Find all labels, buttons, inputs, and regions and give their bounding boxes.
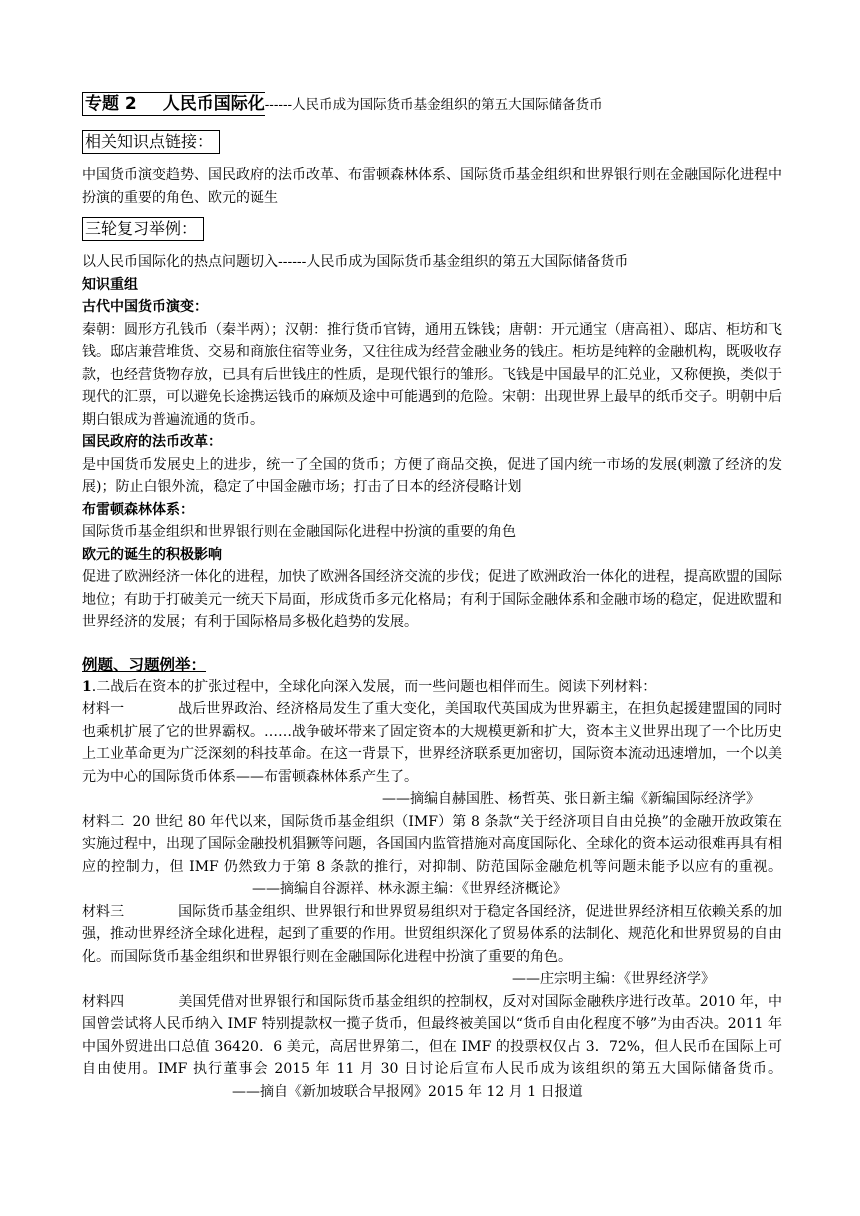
item-text: 促进了欧洲经济一体化的进程，加快了欧洲各国经济交流的步伐；促进了欧洲政治一体化的进程，提高欧盟的国际地位；有助于打破美元一统天下局面，形成货币多元化格局；有利于国际金融体系和金融市场的稳定，促进欧盟和世界经济的发展；有利于国际格局多极化趋势的发展。 bbox=[82, 569, 782, 630]
section-examples bbox=[82, 654, 782, 1104]
question-text: .二战后在资本的扩张过程中，全球化向深入发展，而一些问题也相伴而生。阅读下列材料： bbox=[91, 678, 657, 695]
item-text: 秦朝：圆形方孔钱币（秦半两）；汉朝：推行货币官铸，通用五铢钱；唐朝：开元通宝（唐高祖）、邸店、柜坊和飞钱。邸店兼营堆货、交易和商旅住宿等业务，又往往成为经营金融业务的钱庄。柜坊是纯粹的金融机构，既吸收存款，也经营货物存放，已具有后世钱庄的性质，是现代银行的雏形。飞钱是中国最早的汇兑业，又称便换，类似于现代的汇票，可以避免长途携运钱币的麻烦及途中可能遇到的危险。宋朝：出现世界上最早的纸币交子。明朝中后期白银成为普遍流通的货币。 bbox=[82, 321, 782, 428]
review-example-label: 三轮复习举例： bbox=[82, 217, 204, 241]
topic-title: 人民币国际化 bbox=[162, 94, 265, 114]
material-label: 材料四 bbox=[82, 993, 125, 1010]
title-box bbox=[82, 92, 265, 116]
material-label: 材料一 bbox=[82, 701, 125, 717]
review-intro: 以人民币国际化的热点问题切入------人民币成为国际货币基金组织的第五大国际储备货币 bbox=[82, 254, 629, 270]
material-text: 国际货币基金组织、世界银行和世界贸易组织对于稳定各国经济，促进世界经济相互依赖关系的加强，推动世界经济全球化进程，起到了重要的作用。世贸组织深化了贸易体系的法制化、规范化和世界贸易的自由化。而国际货币基金组织和世界银行则在金融国际化进程中扮演了重要的角色。 bbox=[82, 903, 783, 965]
item-heading: 欧元的诞生的积极影响 bbox=[82, 546, 222, 563]
related-knowledge-label: 相关知识点链接： bbox=[82, 130, 220, 154]
examples-heading: 例题、习题例举： bbox=[82, 654, 207, 674]
section-review-example bbox=[82, 217, 782, 634]
material-3 bbox=[82, 901, 782, 969]
knowledge-heading: 知识重组 bbox=[82, 276, 138, 293]
item-heading: 国民政府的法币改革： bbox=[82, 434, 222, 450]
material-2 bbox=[82, 811, 782, 901]
material-label: 材料三 bbox=[82, 903, 125, 920]
item-heading: 布雷顿森林体系： bbox=[82, 501, 194, 518]
title-subtitle: ------人民币成为国际货币基金组织的第五大国际储备货币 bbox=[264, 97, 603, 113]
item-text: 国际货币基金组织和世界银行则在金融国际化进程中扮演的重要的角色 bbox=[82, 524, 516, 540]
question-1 bbox=[82, 676, 782, 699]
question-number: 1 bbox=[82, 678, 92, 695]
item-text: 是中国货币发展史上的进步，统一了全国的货币；方便了商品交换，促进了国内统一市场的发展(刺激了经济的发展)；防止白银外流，稳定了中国金融市场；打击了日本的经济侵略计划 bbox=[82, 456, 782, 495]
material-source: ——摘编自谷源祥、林永源主编：《世界经济概论》 bbox=[252, 881, 567, 897]
item-heading: 古代中国货币演变： bbox=[82, 299, 208, 315]
material-source: ——庄宗明主编：《世界经济学》 bbox=[512, 971, 715, 987]
material-4 bbox=[82, 991, 782, 1104]
material-label: 材料二 bbox=[82, 813, 125, 830]
document-page bbox=[82, 92, 782, 1103]
material-source: ——摘编自赫国胜、杨哲英、张日新主编《新编国际经济学》 bbox=[382, 791, 760, 807]
topic-number: 专题 2 bbox=[85, 94, 137, 114]
material-1 bbox=[82, 698, 782, 788]
related-knowledge-text: 中国货币演变趋势、国民政府的法币改革、布雷顿森林体系、国际货币基金组织和世界银行则在金融国际化进程中扮演的重要的角色、欧元的诞生 bbox=[82, 167, 782, 206]
section-related-knowledge bbox=[82, 130, 782, 209]
title-row bbox=[82, 92, 782, 116]
material-text: 美国凭借对世界银行和国际货币基金组织的控制权，反对对国际金融秩序进行改革。2010 年，中国曾尝试将人民币纳入 IMF 特别提款权一揽子货币，但最终被美国以“货币自由化程度不够”为由否决。2011 年中国外贸进出口总值 36420．6 美元，高居世界第二，但在 IMF 的投票权仅占 3．72%，但人民币在国际上可自由使用。IMF 执行董事会 2015 年 11 月 30 日讨论后宣布人民币成为该组织的第五大国际储备货币。 bbox=[82, 993, 783, 1077]
material-text: 20 世纪 80 年代以来，国际货币基金组织（IMF）第 8 条款“关于经济项目自由兑换”的金融开放政策在实施过程中，出现了国际金融投机猖獗等问题，各国国内监管措施对高度国际化、全球化的资本运动很难再具有相应的控制力，但 IMF 仍然致力于第 8 条款的推行，对抑制、防范国际金融危机等问题未能予以应有的重视。 bbox=[82, 813, 783, 875]
material-source: ——摘自《新加坡联合早报网》2015 年 12 月 1 日报道 bbox=[232, 1083, 583, 1100]
material-text: 战后世界政治、经济格局发生了重大变化，美国取代英国成为世界霸主，在担负起援建盟国的同时也乘机扩展了它的世界霸权。……战争破坏带来了固定资本的大规模更新和扩大，资本主义世界出现了一个比历史上工业革命更为广泛深刻的科技革命。在这一背景下，世界经济联系更加密切，国际资本流动迅速增加，一个以美元为中心的国际货币体系——布雷顿森林体系产生了。 bbox=[82, 701, 783, 785]
